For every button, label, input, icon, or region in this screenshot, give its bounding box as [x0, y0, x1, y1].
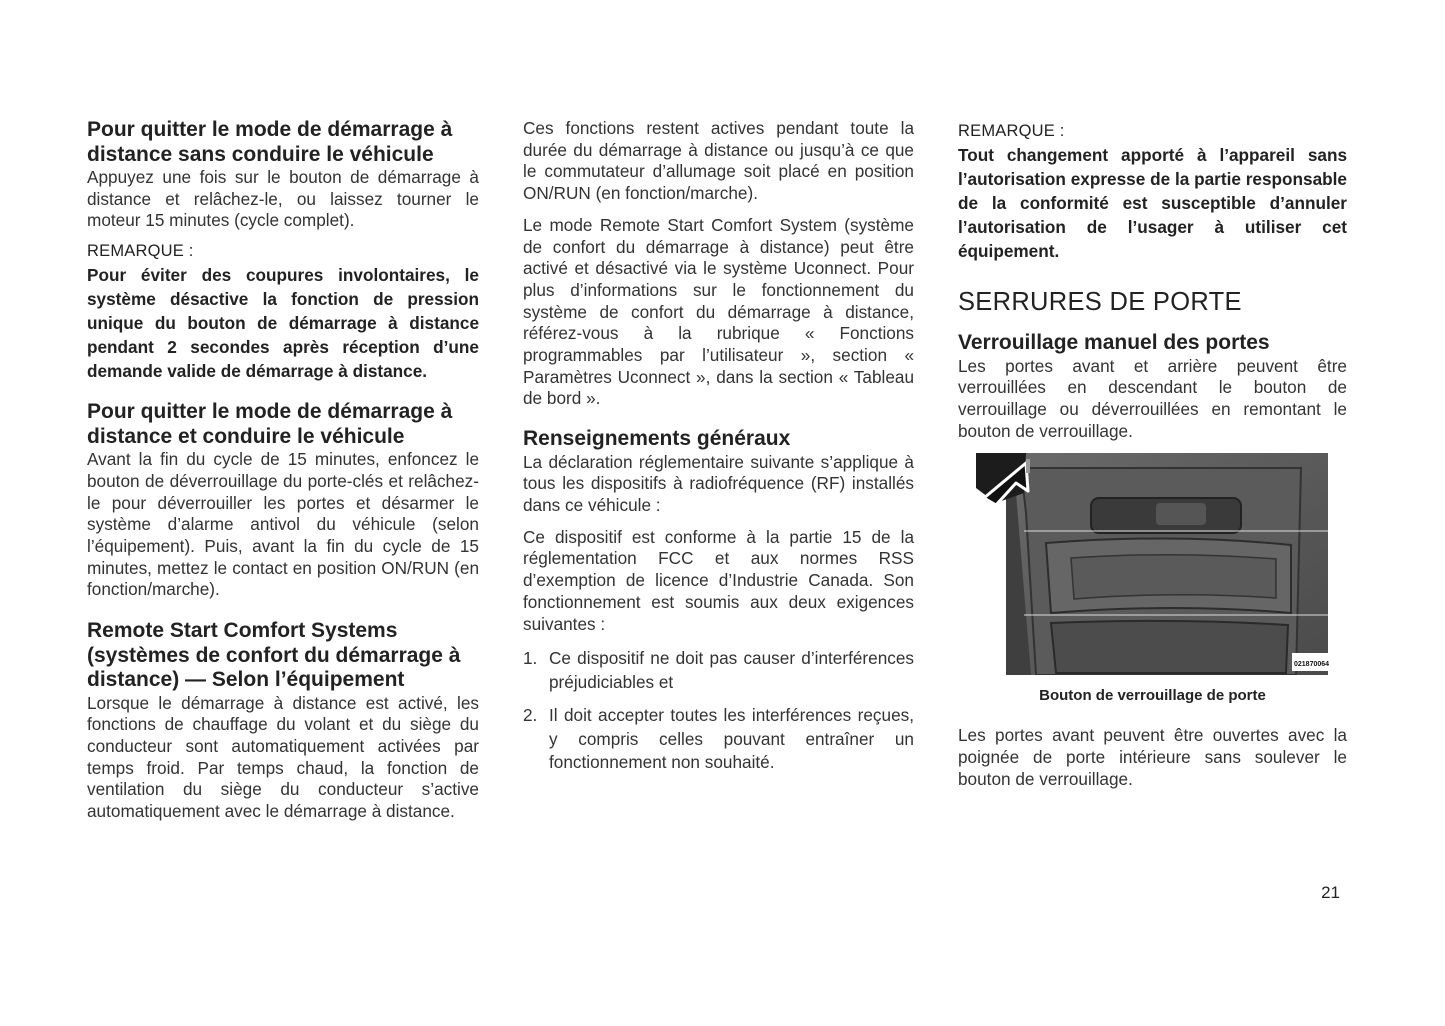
column-middle — [523, 118, 914, 785]
list-item: 1. Ce dispositif ne doit pas causer d’interférences préjudiciables et — [523, 648, 914, 692]
column-left — [87, 118, 479, 823]
remark-text: Pour éviter des coupures involontaires, le système désactive la fonction de pression unique du bouton de démarrage à distance pendant 2 secondes après réception d’une demande valide de démarrage à distance. — [87, 265, 479, 382]
paragraph-fcc: Ce dispositif est conforme à la partie 15 de la réglementation FCC et aux normes RSS d’exemption de licence d’Industrie Canada. Son fonctionnement est soumis aux deux exigences suivantes : — [523, 526, 914, 634]
list-item: 2. Il doit accepter toutes les interférences reçues, y compris celles pouvant entraîner un fonctionnement non souhaité. — [523, 705, 914, 773]
heading-remote-start-comfort: Remote Start Comfort Systems (systèmes de confort du démarrage à distance) — Selon l’équipement — [87, 619, 461, 692]
remark-label: REMARQUE : — [87, 242, 194, 261]
paragraph-regulatory: La déclaration réglementaire suivante s’applique à tous les dispositifs à radiofréquence (RF) installés dans ce véhicule : — [523, 451, 914, 516]
door-lock-figure — [976, 453, 1346, 675]
remark-text: Tout changement apporté à l’appareil sans l’autorisation expresse de la partie responsable de la conformité est susceptible d’annuler l’autorisation de l’usager à utiliser cet équipement. — [958, 145, 1347, 261]
door-panel-illustration — [976, 453, 1346, 675]
page-number: 21 — [1321, 883, 1340, 902]
heading-exit-remote-start-drive: Pour quitter le mode de démarrage à distance et conduire le véhicule — [87, 400, 453, 448]
paragraph-functions-active: Ces fonctions restent actives pendant toute la durée du démarrage à distance ou jusqu’à ce que le commutateur d’allumage soit placé en position ON/RUN (en fonction/marche). — [523, 118, 914, 204]
paragraph-exit-no-drive: Appuyez une fois sur le bouton de démarrage à distance et relâchez-le, ou laissez tourner le moteur 15 minutes (cycle complet). — [87, 167, 479, 231]
paragraph-comfort-system-uconnect: Le mode Remote Start Comfort System (système de confort du démarrage à distance) peut être activé et désactivé via le système Uconnect. Pour plus d’informations sur le fonctionnement du système de confort du démarrage à distance, référez-vous à la rubrique « Fonctions programmables par l’utilisateur », section « Paramètres Uconnect », dans la section « Tableau de bord ». — [523, 214, 914, 409]
paragraph-door-open: Les portes avant peuvent être ouvertes avec la poignée de porte intérieure sans soulever le bouton de verrouillage. — [958, 725, 1347, 789]
figure-code: 021870064 — [1294, 661, 1330, 669]
heading-exit-remote-start-no-drive: Pour quitter le mode de démarrage à distance sans conduire le véhicule — [87, 118, 453, 166]
remark-label: REMARQUE : — [958, 122, 1065, 140]
paragraph-remote-start-comfort: Lorsque le démarrage à distance est activé, les fonctions de chauffage du volant et du siège du conducteur sont automatiquement activées par temps froid. Par temps chaud, la fonction de ventilation du siège du conducteur s’active automatiquement avec le démarrage à distance. — [87, 692, 479, 822]
heading-manual-door-locks: Verrouillage manuel des portes — [958, 331, 1270, 354]
heading-general-info: Renseignements généraux — [523, 427, 791, 451]
requirements-list — [523, 647, 914, 775]
paragraph-exit-drive: Avant la fin du cycle de 15 minutes, enfoncez le bouton de déverrouillage du porte-clés et relâchez-le pour déverrouiller les portes et désarmer le système d’alarme antivol du véhicule (selon l’équipement). Puis, avant la fin du cycle de 15 minutes, mettez le contact en position ON/RUN (en fonction/marche). — [87, 449, 479, 600]
section-title-door-locks: SERRURES DE PORTE — [958, 288, 1242, 316]
figure-caption: Bouton de verrouillage de porte — [1039, 687, 1266, 705]
column-right — [958, 118, 1347, 790]
paragraph-manual-locks: Les portes avant et arrière peuvent être verrouillées en descendant le bouton de verrouillage ou déverrouillées en remontant le bouton de verrouillage. — [958, 355, 1347, 441]
